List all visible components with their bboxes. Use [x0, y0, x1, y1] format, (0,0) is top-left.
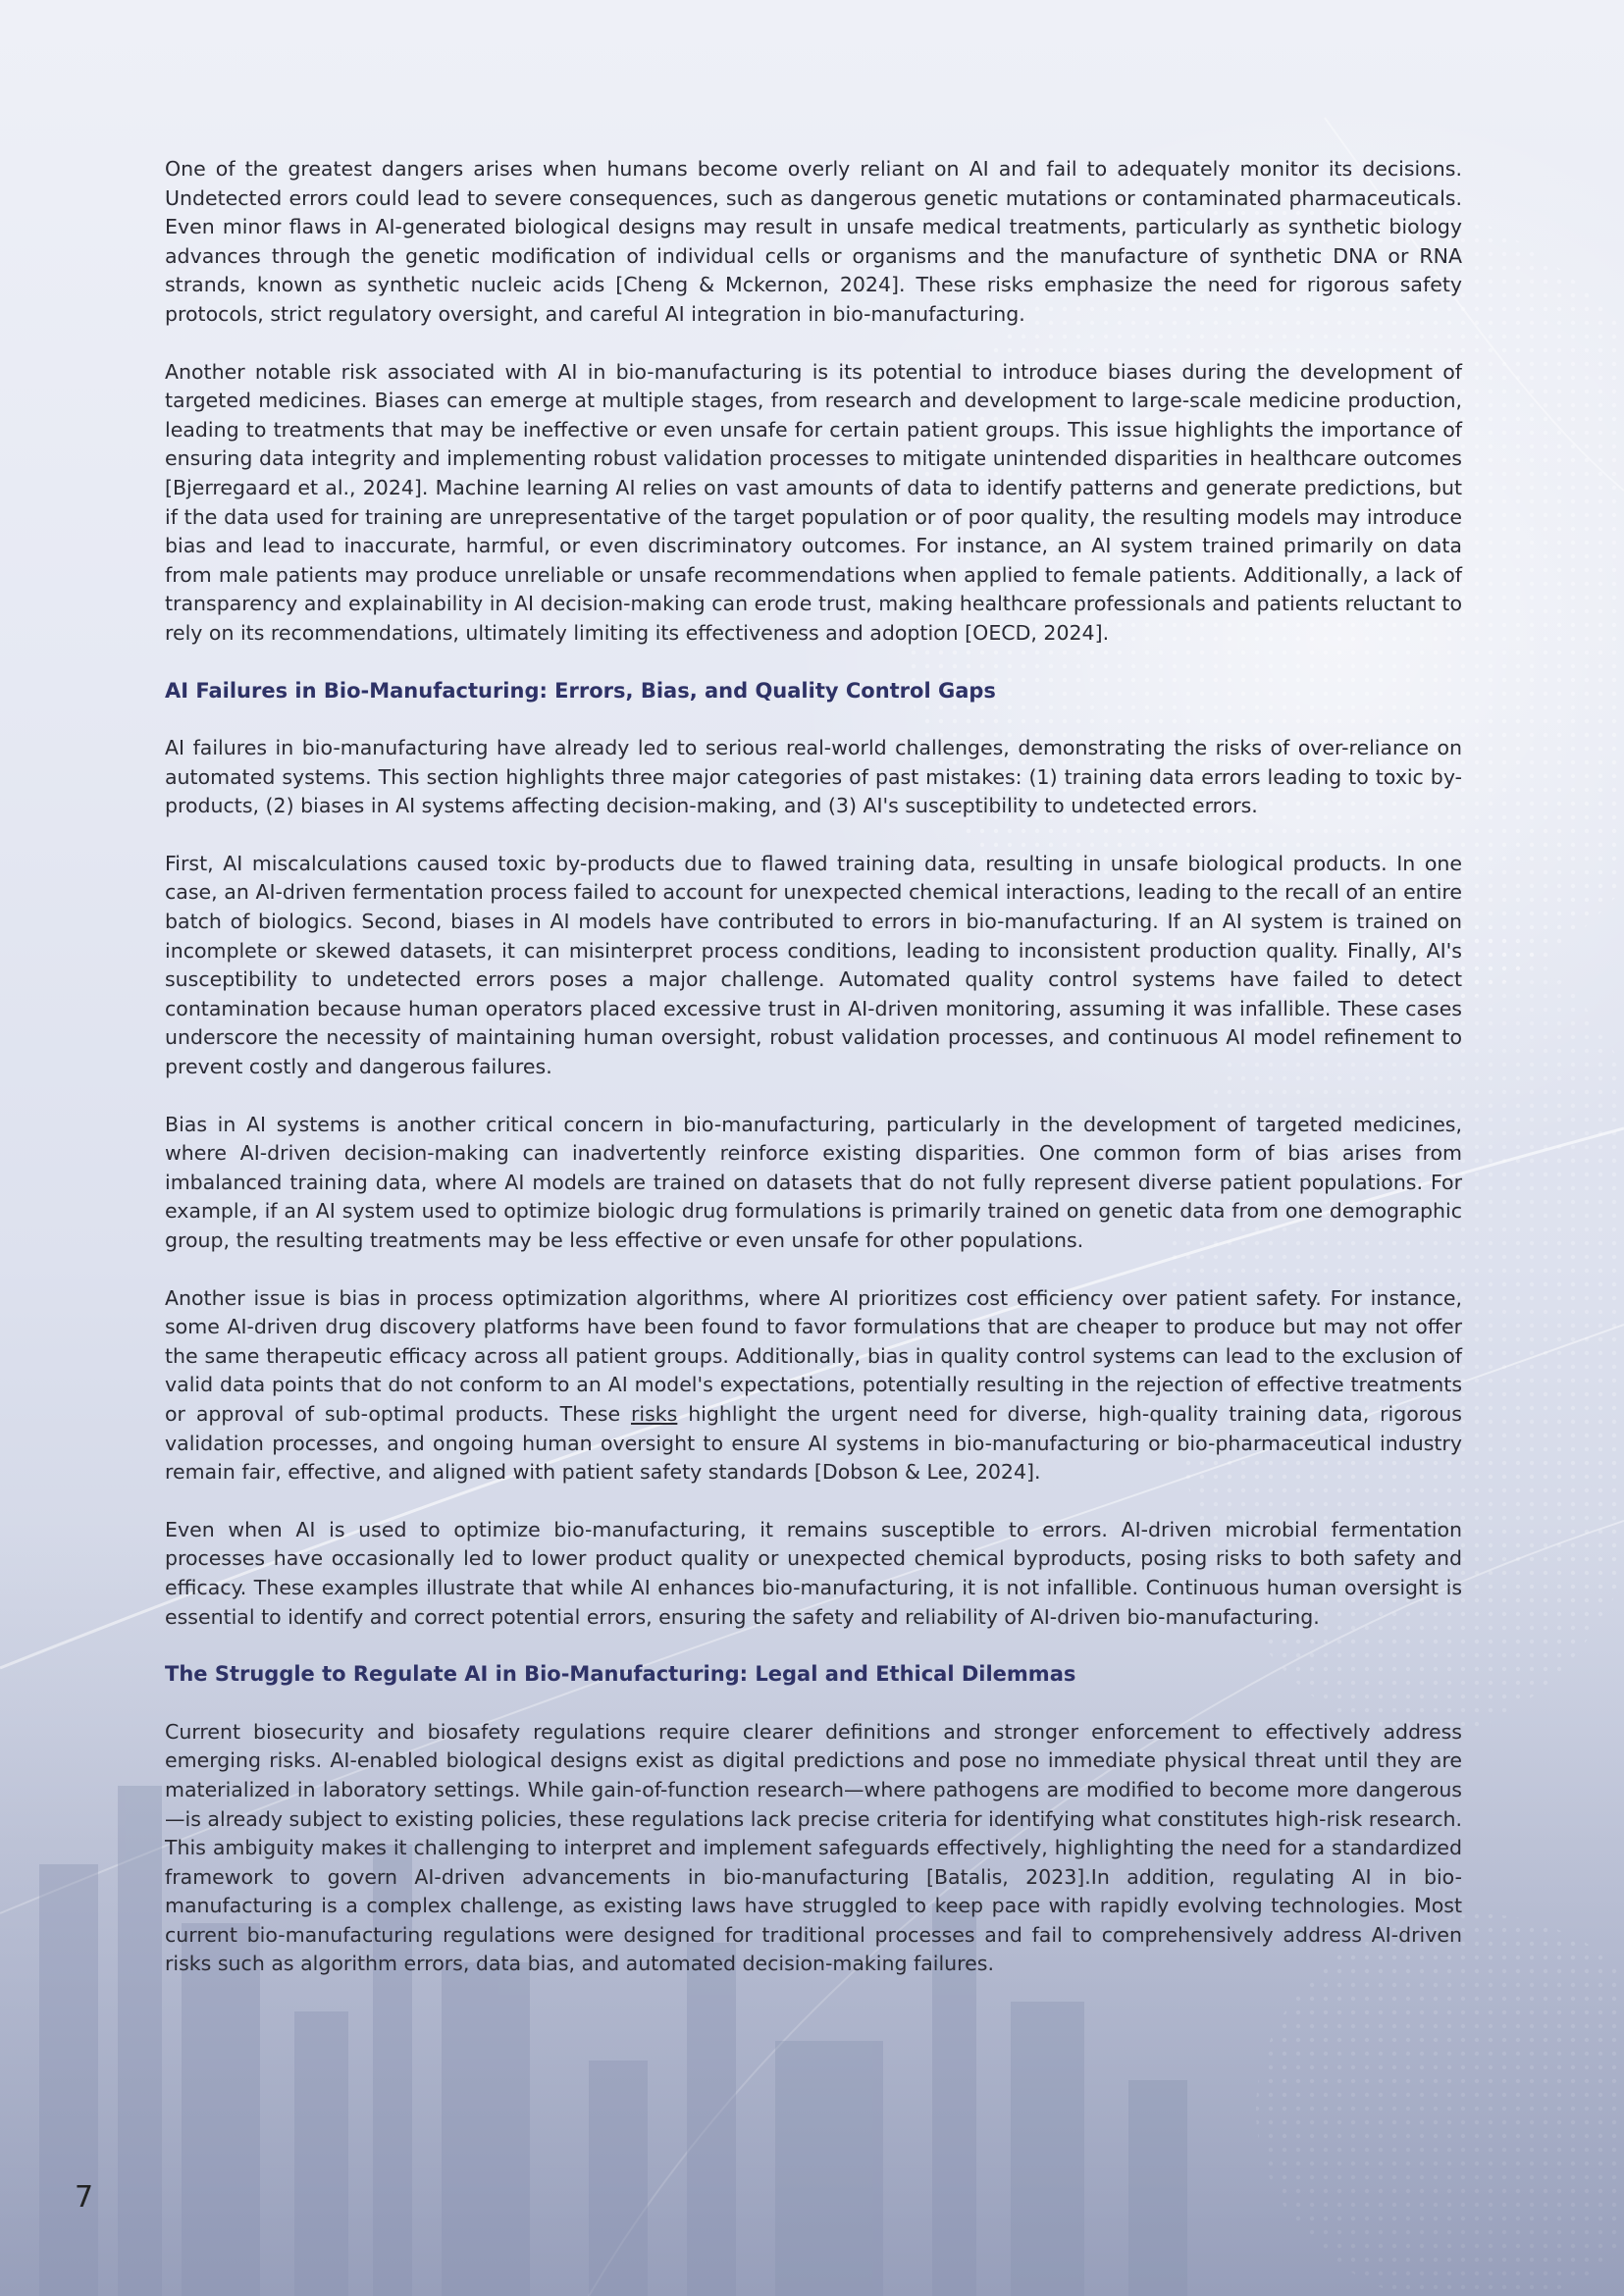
paragraph-failures-cases: First, AI miscalculations caused toxic by-products due to flawed training data, resulting in unsafe biological products. In one case, an AI-driven fermentation process failed to account for unexpected chemical interactions, leading to the recall of an entire batch of biologics. Second, biases in AI models have contributed to errors in bio-manufacturing. If an AI system is trained on incomplete or skewed datasets, it can misinterpret process conditions, leading to inconsistent production quality. Finally, AI's susceptibility to undetected errors poses a major challenge. Automated quality control systems have failed to detect contamination because human operators placed excessive trust in AI-driven monitoring, assuming it was infallible. These cases underscore the necessity of maintaining human oversight, robust validation processes, and continuous AI model refinement to prevent costly and dangerous failures. [165, 851, 1462, 1079]
paragraph-errors: Even when AI is used to optimize bio-manufacturing, it remains susceptible to errors. AI-driven microbial fermentation processes have occasionally led to lower product quality or unexpected chemical byproducts, posing risks to both safety and efficacy. These examples illustrate that while AI enhances bio-manufacturing, it is not infallible. Continuous human oversight is essential to identify and correct potential errors, ensuring the safety and reliability of AI-driven bio-manufacturing. [165, 1517, 1462, 1629]
paragraph-overreliance: One of the greatest dangers arises when humans become overly reliant on AI and fail to adequately monitor its decisions. Undetected errors could lead to severe consequences, such as dangerous genetic mutations or contaminated pharmaceuticals. Even minor flaws in AI-generated biological designs may result in unsafe medical treatments, particularly as synthetic biology advances through the genetic modification of individual cells or organisms and the manufacture of synthetic DNA or RNA strands, known as synthetic nucleic acids [Cheng & Mckernon, 2024]. These risks emphasize the need for rigorous safety protocols, strict regulatory oversight, and careful AI integration in bio-manufacturing. [165, 157, 1462, 326]
document-body [165, 155, 1462, 2008]
paragraph-bias-risk: Another notable risk associated with AI in bio-manufacturing is its potential to introduce biases during the development of targeted medicines. Biases can emerge at multiple stages, from research and development to large-scale medicine production, leading to treatments that may be ineffective or even unsafe for certain patient groups. This issue highlights the importance of ensuring data integrity and implementing robust validation processes to mitigate unintended disparities in healthcare outcomes [Bjerregaard et al., 2024]. Machine learning AI relies on vast amounts of data to identify patterns and generate predictions, but if the data used for training are unrepresentative of the target population or of poor quality, the resulting models may introduce bias and lead to inaccurate, harmful, or even discriminatory outcomes. For instance, an AI system trained primarily on data from male patients may produce unreliable or unsafe recommendations when applied to female patients. Additionally, a lack of transparency and explainability in AI decision-making can erode trust, making healthcare professionals and patients reluctant to rely on its recommendations, ultimately limiting its effectiveness and adoption [OECD, 2024]. [165, 359, 1462, 645]
heading-regulate: The Struggle to Regulate AI in Bio-Manufacturing: Legal and Ethical Dilemmas [165, 1662, 1076, 1687]
paragraph-process-bias-start: Another issue is bias in process optimization algorithms, where AI prioritizes cost efficiency over patient safety. For instance, some AI-driven drug discovery platforms have been found to favor formulations that are cheaper to produce but may not offer the same therapeutic efficacy across all patient groups. Additionally, bias in quality control systems can lead to the exclusion of valid data points that do not conform to an AI model's expectations, potentially resulting in the rejection of effective treatments or approval of sub-optimal products. These [165, 1285, 1462, 1426]
risks-link[interactable]: risks [630, 1401, 678, 1426]
paragraph-process-bias-end: highlight the urgent need for diverse, high-quality training data, rigorous validation processes, and ongoing human oversight to ensure AI systems in bio-manufacturing or bio-pharmaceutical industry remain fair, effective, and aligned with patient safety standards [Dobson & Lee, 2024]. [165, 1401, 1462, 1485]
page-number: 7 [75, 2180, 94, 2215]
heading-ai-failures: AI Failures in Bio-Manufacturing: Errors, Bias, and Quality Control Gaps [165, 678, 996, 703]
paragraph-bias-concern: Bias in AI systems is another critical concern in bio-manufacturing, particularly in the development of targeted medicines, where AI-driven decision-making can inadvertently reinforce existing disparities. One common form of bias arises from imbalanced training data, where AI models are trained on datasets that do not fully represent diverse patient populations. For example, if an AI system used to optimize biologic drug formulations is primarily trained on genetic data from one demographic group, the resulting treatments may be less effective or even unsafe for other populations. [165, 1112, 1462, 1252]
paragraph-regulate: Current biosecurity and biosafety regulations require clearer definitions and stronger enforcement to effectively address emerging risks. AI-enabled biological designs exist as digital predictions and pose no immediate physical threat until they are materialized in laboratory settings. While gain-of-function research—where pathogens are modified to become more dangerous—is already subject to existing policies, these regulations lack precise criteria for identifying what constitutes high-risk research. This ambiguity makes it challenging to interpret and implement safeguards effectively, highlighting the need for a standardized framework to govern AI-driven advancements in bio-manufacturing [Batalis, 2023].In addition, regulating AI in bio-manufacturing is a complex challenge, as existing laws have struggled to keep pace with rapidly evolving technologies. Most current bio-manufacturing regulations were designed for traditional processes and fail to comprehensively address AI-driven risks such as algorithm errors, data bias, and automated decision-making failures. [165, 1719, 1462, 1976]
paragraph-process-bias [165, 1284, 1462, 1487]
paragraph-failures-intro: AI failures in bio-manufacturing have already led to serious real-world challenges, demonstrating the risks of over-reliance on automated systems. This section highlights three major categories of past mistakes: (1) training data errors leading to toxic by-products, (2) biases in AI systems affecting decision-making, and (3) AI's susceptibility to undetected errors. [165, 736, 1462, 818]
